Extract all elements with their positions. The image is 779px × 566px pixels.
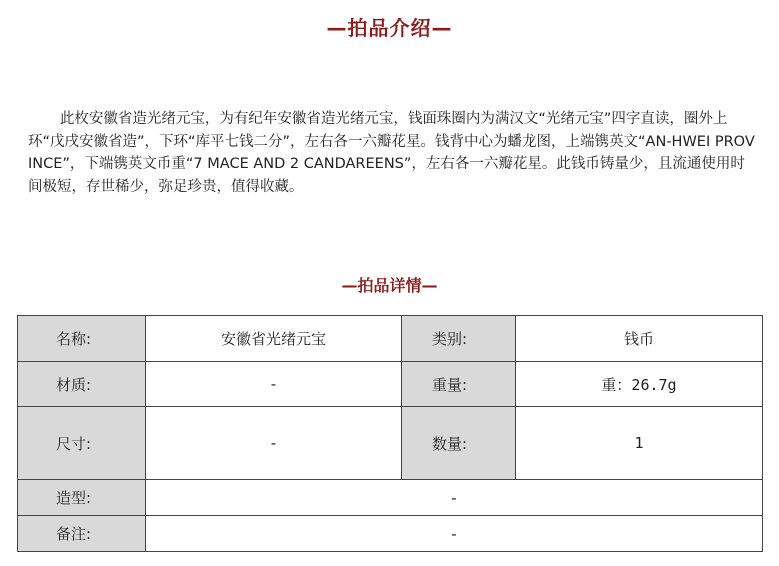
section-title-details: —拍品详情— <box>341 276 438 295</box>
size-label: 尺寸: <box>18 407 146 480</box>
weight-label: 重量: <box>402 362 516 407</box>
weight-value: 重：26.7g <box>516 362 763 407</box>
category-value: 钱币 <box>516 316 763 362</box>
shape-label: 造型: <box>18 480 146 516</box>
table-row <box>18 516 763 552</box>
table-row <box>18 362 763 407</box>
size-value: - <box>146 407 402 480</box>
lot-details-table <box>17 315 763 552</box>
name-value: 安徽省光绪元宝 <box>146 316 402 362</box>
name-label: 名称: <box>18 316 146 362</box>
remark-label: 备注: <box>18 516 146 552</box>
table-row <box>18 316 763 362</box>
quantity-value: 1 <box>516 407 763 480</box>
material-value: - <box>146 362 402 407</box>
quantity-label: 数量: <box>402 407 516 480</box>
section-title-intro: —拍品介绍— <box>326 16 453 40</box>
material-label: 材质: <box>18 362 146 407</box>
table-row <box>18 480 763 516</box>
lot-description: 此枚安徽省造光绪元宝，为有纪年安徽省造光绪元宝，钱面珠圈内为满汉文“光绪元宝”四字直读，圈外上环“戊戌安徽省造”，下环“库平七钱二分”，左右各一六瓣花星。钱背中心为蟠龙图，上端镌英文“AN-HWEI PROVINCE”，下端镌英文币重“7 MACE AND 2 CANDAREENS”，左右各一六瓣花星。此钱币铸量少，且流通使用时间极短，存世稀少，弥足珍贵，值得收藏。 <box>28 111 755 195</box>
category-label: 类别: <box>402 316 516 362</box>
shape-value: - <box>146 480 763 516</box>
table-row <box>18 407 763 480</box>
remark-value: - <box>146 516 763 552</box>
